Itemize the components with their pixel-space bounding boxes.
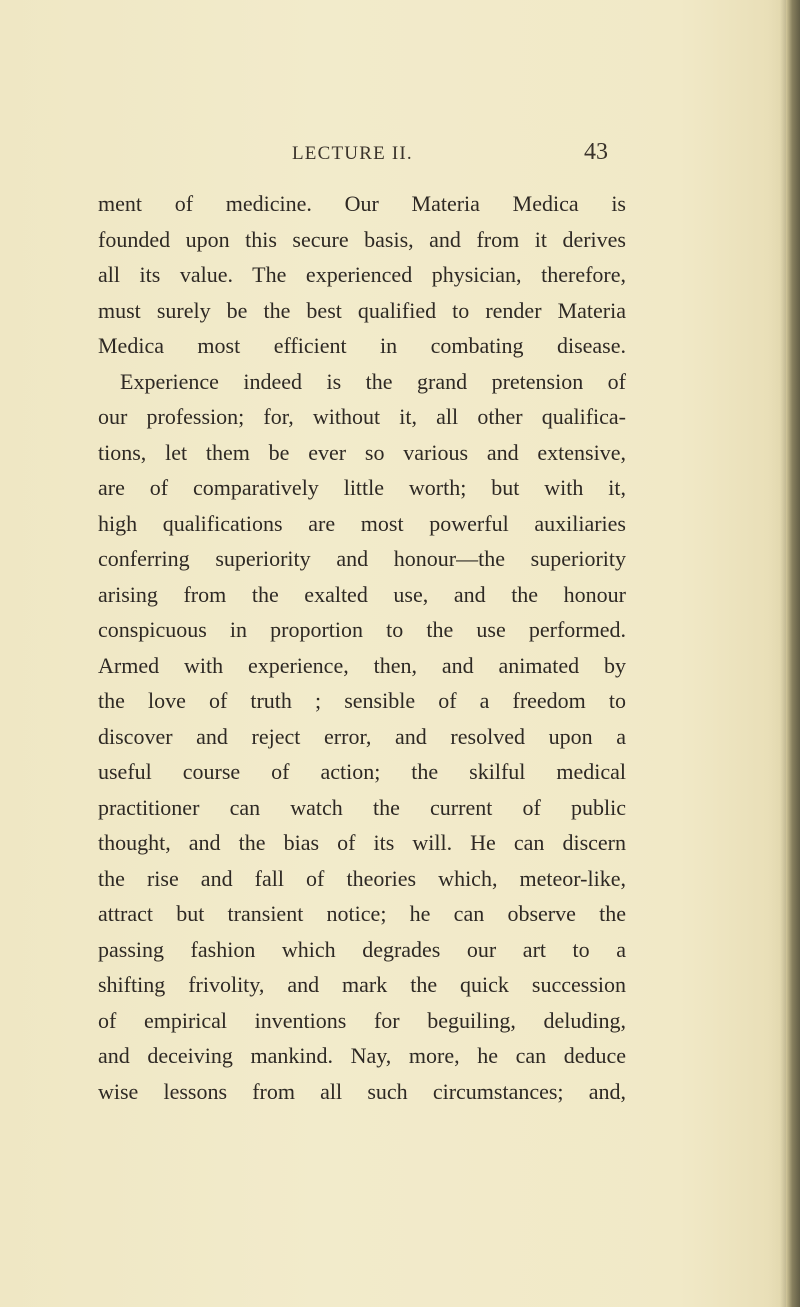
text-line: tions, let them be ever so various and extensive, <box>98 439 626 465</box>
text-line: all its value. The experienced physician, therefore, <box>98 262 626 287</box>
text-line: thought, and the bias of its will. He can discern <box>98 830 626 855</box>
text-line: the rise and fall of theories which, meteor-like, <box>98 865 626 891</box>
page-number: 43 <box>584 139 608 165</box>
text-line: attract but transient notice; he can observe the <box>98 901 626 926</box>
text-line: conspicuous in proportion to the use performed. <box>98 617 626 642</box>
text-line: high qualifications are most powerful auxiliaries <box>98 510 626 536</box>
text-line: our profession; for, without it, all other qualifica- <box>98 404 626 429</box>
text-line: Medica most efficient in combating disease. <box>98 333 626 358</box>
body-text <box>98 186 626 1109</box>
text-line: shifting frivolity, and mark the quick succession <box>98 972 626 997</box>
text-line: are of comparatively little worth; but with it, <box>98 475 626 500</box>
running-title: LECTURE II. <box>292 143 413 164</box>
text-line: Armed with experience, then, and animated by <box>98 652 626 678</box>
text-line: and deceiving mankind. Nay, more, he can deduce <box>98 1043 626 1068</box>
running-head <box>0 139 800 173</box>
text-line: passing fashion which degrades our art to a <box>98 936 626 962</box>
text-line: Experience indeed is the grand pretension of <box>120 368 626 394</box>
book-edge <box>786 0 800 1307</box>
text-line: ment of medicine. Our Materia Medica is <box>98 191 626 216</box>
text-line: must surely be the best qualified to render Materia <box>98 297 626 323</box>
text-line: founded upon this secure basis, and from it derives <box>98 226 626 252</box>
text-line: useful course of action; the skilful medical <box>98 759 626 784</box>
text-line: practitioner can watch the current of public <box>98 794 626 820</box>
text-line: arising from the exalted use, and the honour <box>98 581 626 607</box>
text-line: the love of truth ; sensible of a freedom to <box>98 688 626 713</box>
text-line: conferring superiority and honour—the superiority <box>98 546 626 571</box>
text-line: wise lessons from all such circumstances; and, <box>98 1078 626 1104</box>
text-line: discover and reject error, and resolved upon a <box>98 723 626 749</box>
text-line: of empirical inventions for beguiling, deluding, <box>98 1007 626 1033</box>
